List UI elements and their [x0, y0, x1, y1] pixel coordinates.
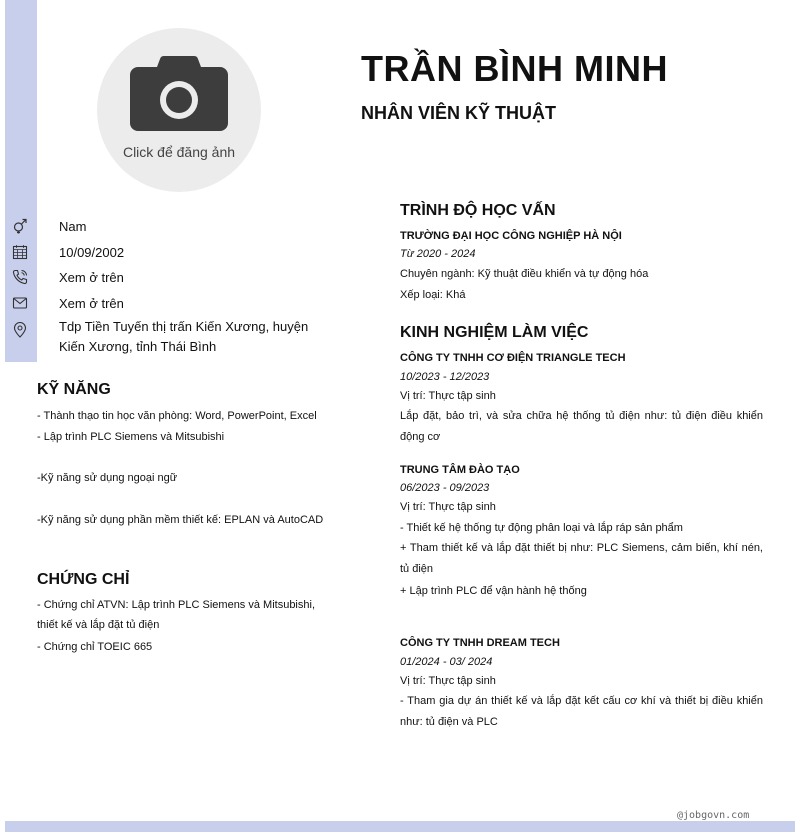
certificate-item: - Chứng chỉ TOEIC 665: [37, 641, 153, 653]
calendar-icon: [12, 244, 28, 260]
education-school: TRƯỜNG ĐẠI HỌC CÔNG NGHIỆP HÀ NỘI: [400, 230, 622, 242]
avatar-upload[interactable]: [97, 28, 261, 192]
job-description: - Thiết kế hệ thống tự động phân loại và lắp ráp sản phẩm: [400, 522, 683, 534]
job-period: 10/2023 - 12/2023: [400, 371, 490, 383]
gender-icon: [12, 218, 28, 234]
job-company: TRUNG TÂM ĐÀO TẠO: [400, 464, 520, 476]
footer-accent-bar: [5, 821, 795, 832]
avatar-caption: Click để đăng ảnh: [122, 144, 236, 160]
job-description: + Lập trình PLC để vận hành hệ thống: [400, 585, 587, 597]
location-pin-icon: [12, 322, 28, 338]
certificate-item: - Chứng chỉ ATVN: Lập trình PLC Siemens và Mitsubishi, thiết kế và lắp đặt tủ điện: [37, 599, 315, 631]
gender-value: Nam: [59, 219, 87, 234]
job-description: - Tham gia dự án thiết kế và lắp đặt kết cấu cơ khí và thiết bị điều khiển như: tủ điện và PLC: [400, 695, 763, 728]
job-role: Vị trí: Thực tập sinh: [400, 501, 496, 513]
job-period: 06/2023 - 09/2023: [400, 482, 490, 494]
page-edge: [795, 0, 800, 832]
experience-title: KINH NGHIỆM LÀM VIỆC: [400, 324, 589, 341]
skills-title: KỸ NĂNG: [37, 381, 111, 398]
job-company: CÔNG TY TNHH CƠ ĐIỆN TRIANGLE TECH: [400, 352, 626, 364]
birthdate-value: 10/09/2002: [59, 245, 125, 260]
candidate-position: NHÂN VIÊN KỸ THUẬT: [361, 103, 557, 123]
job-role: Vị trí: Thực tập sinh: [400, 390, 496, 402]
watermark: @jobgovn.com: [677, 810, 750, 821]
email-icon: [12, 295, 28, 311]
skill-item: - Lập trình PLC Siemens và Mitsubishi: [37, 431, 225, 443]
skill-item: - Thành thạo tin học văn phòng: Word, PowerPoint, Excel: [37, 410, 317, 422]
email-value: Xem ở trên: [59, 296, 124, 311]
address-line-2: Kiến Xương, tỉnh Thái Bình: [59, 339, 217, 354]
education-title: TRÌNH ĐỘ HỌC VẤN: [400, 202, 556, 219]
phone-icon: [12, 269, 28, 285]
skill-item: -Kỹ năng sử dụng ngoại ngữ: [37, 472, 178, 484]
phone-value: Xem ở trên: [59, 270, 124, 285]
address-line-1: Tdp Tiền Tuyến thị trấn Kiến Xương, huyện: [59, 319, 309, 334]
education-major: Chuyên ngành: Kỹ thuật điều khiển và tự động hóa: [400, 268, 649, 280]
certificates-title: CHỨNG CHỈ: [37, 571, 130, 588]
education-grade: Xếp loại: Khá: [400, 289, 466, 301]
job-company: CÔNG TY TNHH DREAM TECH: [400, 637, 560, 649]
job-role: Vị trí: Thực tập sinh: [400, 675, 496, 687]
job-description: Lắp đặt, bảo trì, và sửa chữa hệ thống tủ điện như: tủ điện điều khiển động cơ: [400, 410, 763, 443]
candidate-name: TRẦN BÌNH MINH: [361, 48, 668, 89]
job-period: 01/2024 - 03/ 2024: [400, 656, 493, 668]
camera-icon: [130, 52, 228, 140]
education-period: Từ 2020 - 2024: [400, 248, 476, 260]
job-description: + Tham thiết kế và lắp đặt thiết bị như: PLC Siemens, cảm biến, khí nén, tủ điện: [400, 542, 763, 575]
skill-item: -Kỹ năng sử dụng phần mềm thiết kế: EPLAN và AutoCAD: [37, 514, 324, 526]
